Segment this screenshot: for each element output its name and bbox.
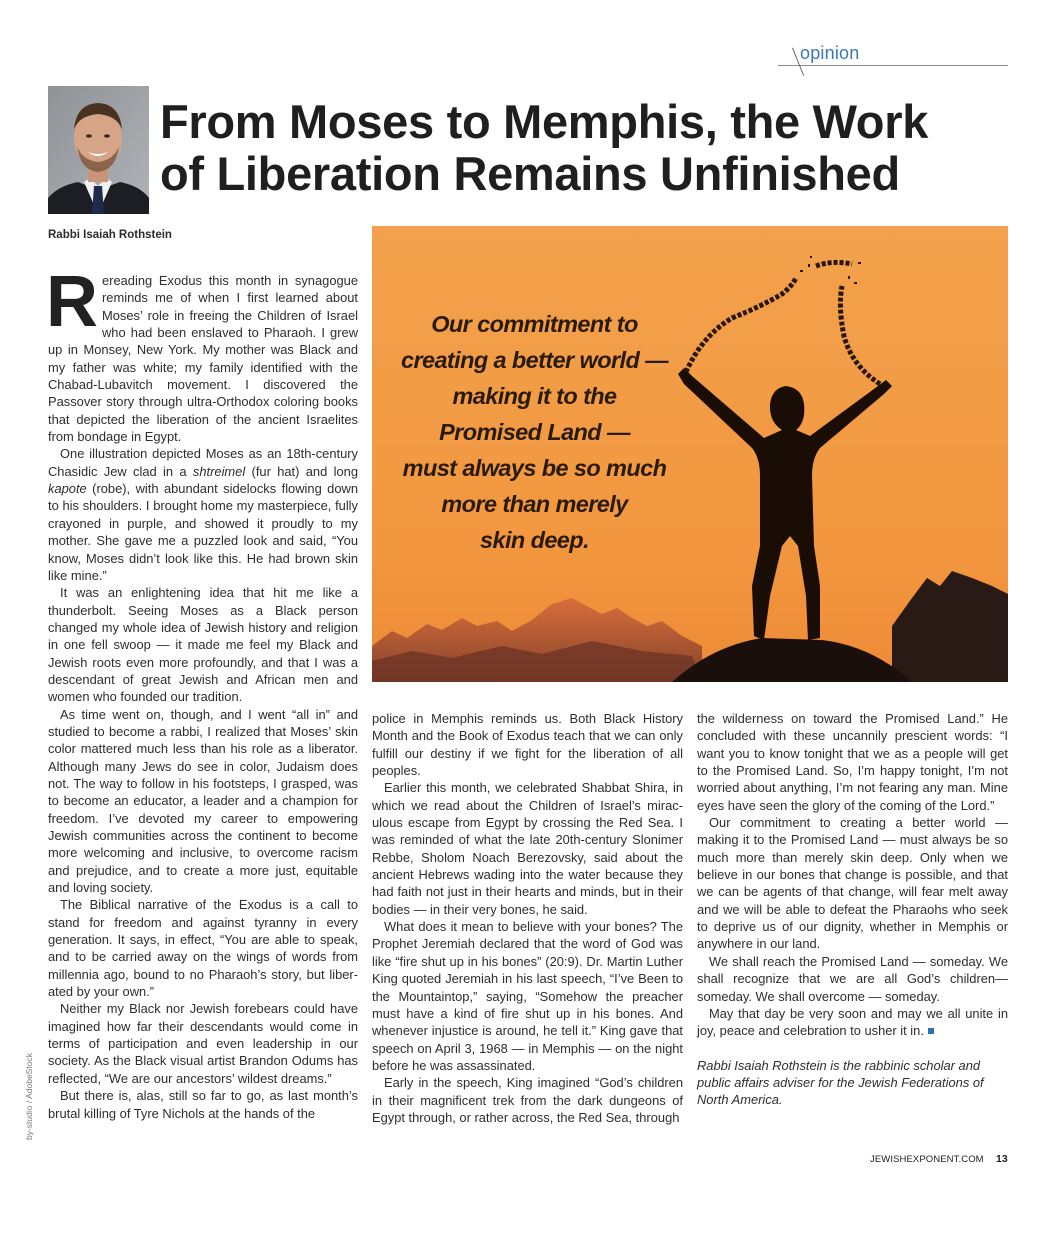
paragraph: Neither my Black nor Jewish forebears could have imagined how far their descendants would come in terms of participation and even leadership in our society. As the Black visual artist Brandon Odums has reflected, “We are our ancestors’ wildest dreams.” [48, 1001, 358, 1086]
paragraph: What does it mean to believe with your bones? The Prophet Jeremiah declared that the word of God was like “fire shut up in his bones” (20:9). Dr. Martin Luther King quoted Jeremiah in his last speech, “I’ve Been to the Mountaintop,” saying, “Somehow the preacher must have a kind of fire shut up in his bones. And whenever injustice is around, he tell it.” King gave that speech on April 3, 1968 — in Memphis — on the night before he was assassinated. [372, 919, 683, 1073]
author-photo-illustration [48, 86, 149, 214]
article-column-3 [697, 710, 1008, 1109]
paragraph [48, 445, 358, 584]
pull-quote-line: Our commitment to [431, 311, 638, 337]
paragraph-text: One illustration depicted Moses as an 18th-century Chasidic Jew clad in a [48, 446, 358, 479]
drop-cap: R [46, 262, 98, 342]
paragraph: As time went on, though, and I went “all in” and studied to become a rabbi, I realized that Moses’ skin color mattered much less than his role as a liberator. Although many Jews do see in color, Judaism does not. The way to follow in his footsteps, I grasped, was to become an educator, a leader and a champion for freedom. I’ve devoted my career to empowering Jewish communities across the continent to become more welcoming and inclusive, to overcome racism and prejudice, and to create a more just, equitable and loving society. [48, 706, 358, 896]
section-label: opinion [800, 43, 860, 63]
pull-quote [372, 306, 697, 558]
page-number: 13 [996, 1153, 1008, 1165]
photo-credit: by-studio / AdobeStock [24, 1053, 34, 1140]
headline-line-2: of Liberation Remains Unfinished [160, 147, 900, 200]
paragraph: It was an enlightening idea that hit me like a thunderbolt. Seeing Moses as a Black person changed my whole idea of Jewish history and religion in one fell swoop — it made me feel my Black and Jewish roots even more profoundly, and that I was a descendant of great Jewish and African men and women who founded our tradition. [48, 585, 358, 705]
paragraph [46, 262, 358, 445]
author-bio: Rabbi Isaiah Rothstein is the rabbinic scholar and public affairs adviser for the Jewish Federations of North America. [697, 1057, 984, 1108]
article-column-2 [372, 710, 683, 1126]
paragraph: the wilderness on toward the Promised Land.” He concluded with these uncannily prescient words: “I want you to know tonight that we as a people will get to the Promised Land. So, I’m happy tonight, I’m not worried about anything, I’m not fearing any man. Mine eyes have seen the glory of the coming of the Lord.” [697, 711, 1008, 813]
paragraph: We shall reach the Promised Land — someday. We shall recognize that we are all God’s children—someday. We shall overcome — someday. [697, 953, 1008, 1004]
author-headshot [48, 86, 149, 214]
paragraph: Our commitment to creating a better world — making it to the Promised Land — must always be so much more than merely skin deep. Only when we believe in our bones that change is possible, and that we can be agents of that change, will fear melt away and we will be able to defeat the Pharaohs who seek to deprive us of our dignity, whether in Memphis or anywhere in our land. [697, 815, 1008, 952]
paragraph: police in Memphis reminds us. Both Black History Month and the Book of Exodus teach that we can only fulfill our destiny if we fight for the liberation of all peoples. [372, 711, 683, 779]
pull-quote-line: more than merely [441, 491, 628, 517]
italic-term: kapote [48, 481, 87, 497]
photo-credit-container [24, 1053, 38, 1240]
end-mark-icon [928, 1028, 934, 1034]
headline [160, 96, 1020, 200]
paragraph-text: May that day be very soon and may we all unite in joy, peace and celebration to usher it in. [697, 1005, 1008, 1039]
byline: Rabbi Isaiah Rothstein [48, 229, 172, 241]
pull-quote-line: creating a better world — [400, 347, 669, 373]
pull-quote-line: skin deep. [480, 527, 589, 553]
paragraph-text: ereading Exodus this month in synagogue reminds me of when I first learned about Moses’ role in freeing the Children of Israel who had been enslaved to Pharaoh. I grew up in Monsey, New York. My mother was Black and my father was white; my family identified with the Chabad-Lubavitch movement. I discovered the Passover story through ultra-Orthodox coloring books that depicted the liberation of the ancient Israelites from bondage in Egypt. [48, 273, 358, 445]
paragraph: But there is, alas, still so far to go, as last month’s brutal killing of Tyre Nichols at the hands of the [48, 1088, 358, 1121]
pull-quote-line: Promised Land — [439, 419, 630, 445]
italic-term: shtreimel [192, 463, 246, 479]
headline-line-1: From Moses to Memphis, the Work [160, 95, 929, 148]
pull-quote-line: must always be so much [402, 455, 667, 481]
article-column-1 [46, 262, 358, 1122]
pull-quote-line: making it to the [452, 383, 617, 409]
paragraph: Early in the speech, King imagined “God’s children in their magnificent trek from the dark dungeons of Egypt through, or rather across, the Red Sea, through [372, 1075, 683, 1125]
paragraph [697, 1005, 1008, 1040]
paragraph: Earlier this month, we celebrated Shabbat Shira, in which we read about the Children of Israel’s mirac-ulous escape from Egypt by crossing the Red Sea. I was reminded of what the late 20th-century Slonimer Rebbe, Sholom Noach Berezovsky, said about the ancient Hebrews wading into the water because they had faith not just in their hearts and minds, but in their bodies — in their very bones, he said. [372, 780, 683, 917]
footer-site-url[interactable]: JEWISHEXPONENT.COM [870, 1154, 984, 1165]
paragraph-text: (robe), with abundant sidelocks flowing down to his shoulders. I brought home my masterpiece, fully crayoned in purple, and showed it proudly to my mother. She gave me a puzzled look and said, “You know, Moses didn’t look like this. He had brown skin like mine.” [48, 481, 358, 583]
paragraph-text: (fur hat) and long [245, 463, 358, 479]
paragraph: The Biblical narrative of the Exodus is a call to stand for freedom and against tyranny in every generation. It says, in effect, “You are able to speak, and to be carried away on the wings of words from millennia ago, bound to no Pharaoh’s story, but liber-ated by your own.” [48, 897, 358, 1000]
section-rule [778, 65, 1008, 66]
